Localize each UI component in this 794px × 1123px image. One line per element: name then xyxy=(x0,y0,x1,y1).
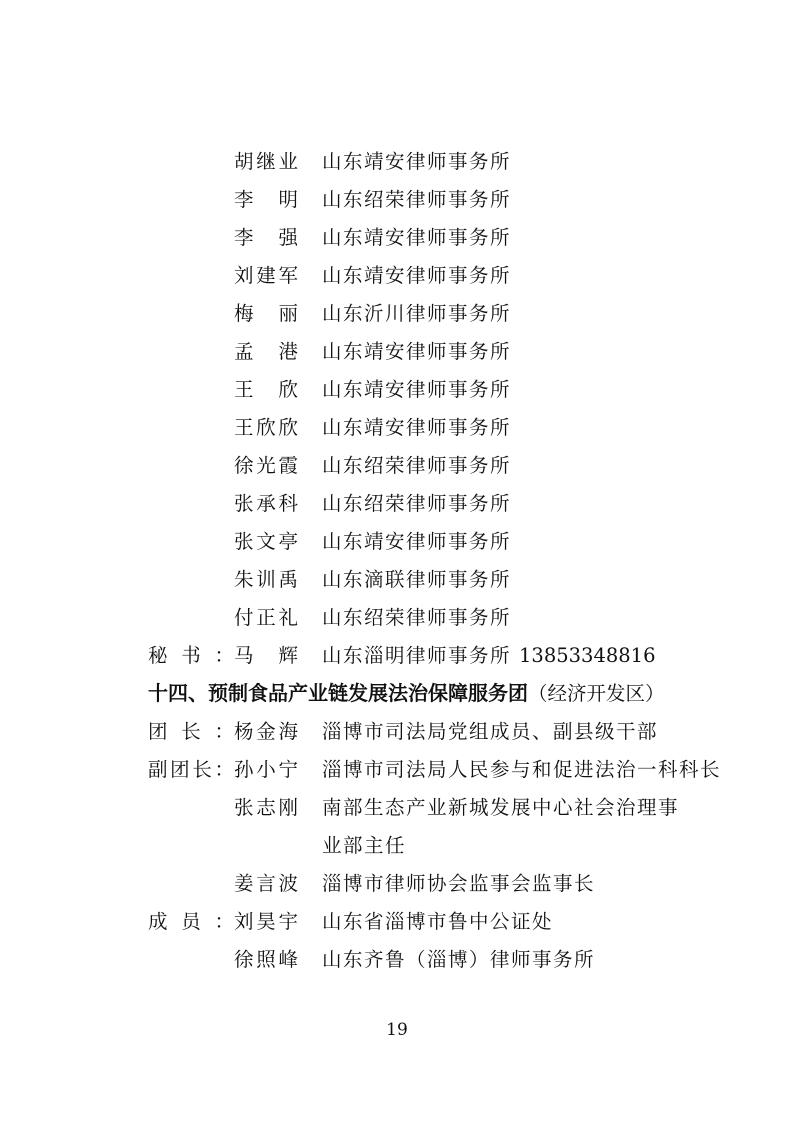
member-name: 徐光霞 xyxy=(234,454,298,477)
member-org: 山东绍荣律师事务所 xyxy=(322,492,512,515)
member-row xyxy=(0,259,794,293)
member-row xyxy=(0,221,794,255)
member-org: 山东沂川律师事务所 xyxy=(322,302,512,325)
member-name: 李强 xyxy=(234,226,298,249)
leader-role-label: 团长： xyxy=(148,720,234,743)
member-org: 山东靖安律师事务所 xyxy=(322,416,512,439)
deputy-role-label: 副团长： xyxy=(148,758,234,781)
member-role-label: 成员： xyxy=(148,910,234,933)
deputy-org-line1: 南部生态产业新城发展中心社会治理事 xyxy=(322,796,680,819)
deputy-name: 姜言波 xyxy=(234,872,298,895)
deputy-row xyxy=(0,791,794,825)
member-name: 张承科 xyxy=(234,492,298,515)
member-org: 山东滴联律师事务所 xyxy=(322,568,512,591)
member-org: 山东绍荣律师事务所 xyxy=(322,606,512,629)
secretary-row xyxy=(0,639,794,673)
section-14-district: （经济开发区） xyxy=(528,682,665,705)
member-row xyxy=(0,335,794,369)
secretary-org xyxy=(322,639,656,673)
deputy-org: 淄博市律师协会监事会监事长 xyxy=(322,872,596,895)
page-number: 19 xyxy=(386,1020,408,1040)
member-name: 徐照峰 xyxy=(234,948,298,971)
section-14-title: 十四、预制食品产业链发展法治保障服务团 xyxy=(148,681,528,705)
member-row xyxy=(0,183,794,217)
secretary-phone: 13853348816 xyxy=(519,644,656,667)
deputy-org-line2: 业部主任 xyxy=(322,834,407,857)
member-row xyxy=(0,601,794,635)
member-row xyxy=(0,449,794,483)
member-org: 山东靖安律师事务所 xyxy=(322,226,512,249)
member-name: 胡继业 xyxy=(234,150,298,173)
member-row xyxy=(0,411,794,445)
member-row xyxy=(0,145,794,179)
secretary-name: 马辉 xyxy=(234,644,298,667)
member-name: 孟港 xyxy=(234,340,298,363)
member-org: 山东靖安律师事务所 xyxy=(322,378,512,401)
member-name: 王欣欣 xyxy=(234,416,298,439)
member-org: 山东绍荣律师事务所 xyxy=(322,454,512,477)
member-row xyxy=(0,373,794,407)
deputy-org: 淄博市司法局人民参与和促进法治一科科长 xyxy=(322,758,722,781)
deputy-name: 张志刚 xyxy=(234,796,298,819)
member-name: 付正礼 xyxy=(234,606,298,629)
deputy-row xyxy=(0,867,794,901)
member-name: 李明 xyxy=(234,188,298,211)
member-name: 朱训禹 xyxy=(234,568,298,591)
deputy-row-continuation xyxy=(0,829,794,863)
member-org: 山东靖安律师事务所 xyxy=(322,264,512,287)
leader-name: 杨金海 xyxy=(234,720,298,743)
member-org: 山东靖安律师事务所 xyxy=(322,150,512,173)
member-row xyxy=(0,943,794,977)
secretary-role-label: 秘书： xyxy=(148,644,234,667)
member-org: 山东靖安律师事务所 xyxy=(322,340,512,363)
member-name: 王欣 xyxy=(234,378,298,401)
member-org: 山东省淄博市鲁中公证处 xyxy=(322,910,554,933)
section-14-heading xyxy=(148,676,665,710)
member-org: 山东齐鲁（淄博）律师事务所 xyxy=(322,948,596,971)
member-row xyxy=(0,487,794,521)
member-row xyxy=(0,297,794,331)
member-name: 刘建军 xyxy=(234,264,298,287)
deputy-name: 孙小宁 xyxy=(234,758,298,781)
member-org: 山东靖安律师事务所 xyxy=(322,530,512,553)
member-name: 刘昊宇 xyxy=(234,910,298,933)
member-row xyxy=(0,525,794,559)
member-org: 山东绍荣律师事务所 xyxy=(322,188,512,211)
secretary-org-name: 山东淄明律师事务所 xyxy=(322,644,512,667)
member-name: 张文亭 xyxy=(234,530,298,553)
leader-row xyxy=(0,715,794,749)
leader-org: 淄博市司法局党组成员、副县级干部 xyxy=(322,720,659,743)
member-row xyxy=(0,905,794,939)
member-name: 梅丽 xyxy=(234,302,298,325)
member-row xyxy=(0,563,794,597)
deputy-row xyxy=(0,753,794,787)
